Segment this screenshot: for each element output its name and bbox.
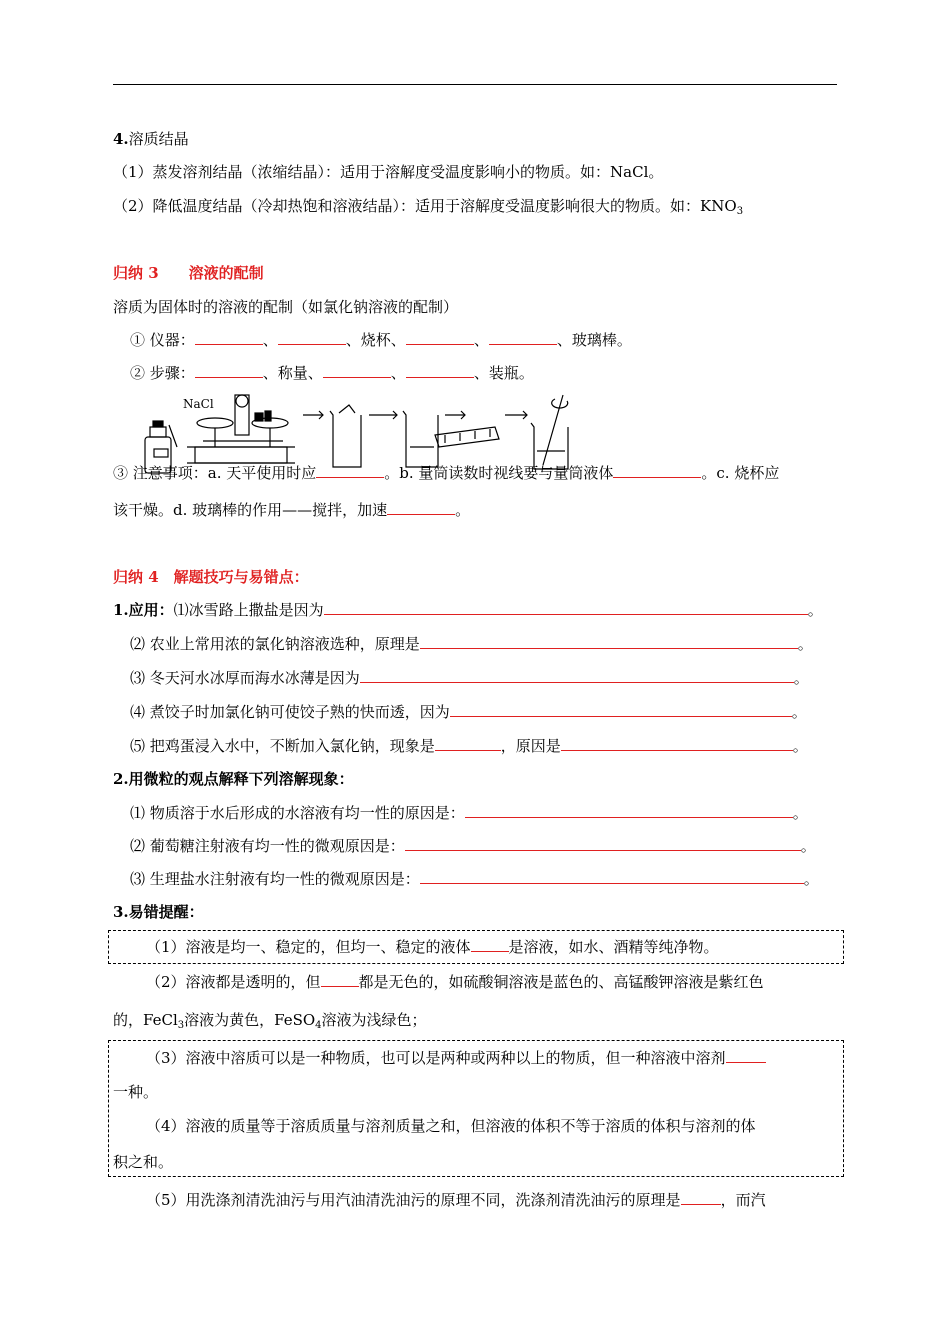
solution-preparation-illustration (135, 385, 595, 475)
instruments-blank-1[interactable] (195, 330, 263, 345)
micro-line-3 (130, 869, 819, 889)
app-title: 1.应用： (113, 601, 174, 619)
tip2-feso: 溶液为黄色，FeSO (184, 1011, 316, 1029)
notes-c: 。c. 烧杯应 (701, 464, 780, 482)
steps-sep-2: 、 (390, 364, 406, 382)
tip2-fecl: 的，FeCl (113, 1011, 178, 1029)
micro3-blank[interactable] (420, 869, 804, 884)
app-line-2 (130, 634, 813, 654)
instruments-sep-1: 、 (262, 331, 278, 349)
app5-text-a: ⑸ 把鸡蛋浸入水中，不断加入氯化钠，现象是 (130, 737, 435, 755)
app3-text: ⑶ 冬天河水冰厚而海水冰薄是因为 (130, 669, 360, 687)
notes-blank-a[interactable] (316, 463, 384, 478)
tip5-blank[interactable] (681, 1190, 721, 1205)
section4-item2 (113, 196, 743, 222)
app1-period: 。 (807, 601, 823, 619)
steps-line (130, 363, 534, 383)
section4-title-text: 溶质结晶 (128, 130, 189, 148)
tip1-text-b: 是溶液，如水、酒精等纯净物。 (508, 938, 719, 956)
instruments-sep-3: 、 (473, 331, 489, 349)
micro2-text: ⑵ 葡萄糖注射液有均一性的微观原因是： (130, 837, 405, 855)
tip2-sub-2: 4 (315, 1020, 322, 1031)
micro-line-1 (130, 803, 808, 823)
header-rule (113, 84, 837, 85)
app4-blank[interactable] (450, 702, 792, 717)
tip2-line-2 (113, 1010, 427, 1036)
tip2-text-b: 都是无色的，如硫酸铜溶液是蓝色的、高锰酸钾溶液是紫红色 (358, 973, 764, 991)
tip4-line-1: （4）溶液的质量等于溶质质量与溶剂质量之和，但溶液的体积不等于溶质的体积与溶剂的体 (146, 1117, 756, 1135)
micro3-period: 。 (803, 870, 819, 888)
graduated-cylinder-icon (435, 427, 499, 447)
notes-line-2 (113, 500, 470, 520)
micro3-text: ⑶ 生理盐水注射液有均一性的微观原因是： (130, 870, 420, 888)
steps-blank-1[interactable] (195, 363, 263, 378)
notes-line2-end: 。 (455, 501, 471, 519)
app-line-5 (130, 736, 808, 756)
beaker-icon-2 (403, 411, 438, 467)
section4-title (113, 129, 189, 149)
app2-blank[interactable] (420, 634, 798, 649)
instruments-label: ① 仪器： (130, 331, 195, 349)
micro1-period: 。 (792, 804, 808, 822)
steps-end: 、装瓶。 (473, 364, 534, 382)
app4-text: ⑷ 煮饺子时加氯化钠可使饺子熟的快而透，因为 (130, 703, 450, 721)
summary3-heading: 归纳 3 溶液的配制 (113, 264, 264, 282)
tip2-blank[interactable] (321, 972, 359, 987)
section4-number: 4. (113, 130, 129, 148)
app1-text: ⑴冰雪路上撒盐是因为 (173, 601, 324, 619)
section4-item2-text: （2）降低温度结晶（冷却热饱和溶液结晶）：适用于溶解度受温度影响很大的物质。如：KNO (113, 197, 737, 215)
notes-blank-b[interactable] (613, 463, 701, 478)
instruments-blank-4[interactable] (489, 330, 557, 345)
notes-a: ③ 注意事项：a. 天平使用时应 (113, 464, 317, 482)
instruments-line (130, 330, 632, 350)
summary4-heading: 归纳 4 解题技巧与易错点： (113, 568, 309, 586)
section4-item2-subscript: 3 (736, 206, 744, 217)
steps-sep-1: 、称量、 (262, 364, 323, 382)
app5-text-b: ，原因是 (500, 737, 561, 755)
app3-period: 。 (793, 669, 809, 687)
tip1-text-a: （1）溶液是均一、稳定的，但均一、稳定的液体 (146, 938, 471, 956)
micro2-period: 。 (800, 837, 816, 855)
tip2-line-1 (146, 972, 764, 992)
instruments-blank-3[interactable] (406, 330, 474, 345)
tip2-sub-1: 3 (177, 1020, 185, 1031)
tip1-blank[interactable] (471, 937, 509, 952)
tip3-line-2: 一种。 (113, 1083, 159, 1101)
app2-text: ⑵ 农业上常用浓的氯化钠溶液选种，原理是 (130, 635, 420, 653)
steps-blank-2[interactable] (323, 363, 391, 378)
beaker-icon-1 (330, 405, 361, 467)
app5-blank-a[interactable] (435, 736, 501, 751)
tip4-line-2: 积之和。 (113, 1153, 174, 1171)
app5-blank-b[interactable] (561, 736, 793, 751)
tip5-text-a: （5）用洗涤剂清洗油污与用汽油清洗油污的原理不同，洗涤剂清洗油污的原理是 (146, 1191, 681, 1209)
tip2-text-a: （2）溶液都是透明的，但 (146, 973, 321, 991)
micro1-text: ⑴ 物质溶于水后形成的水溶液有均一性的原因是： (130, 804, 465, 822)
notes-line-1 (113, 463, 779, 483)
tip1-line (146, 937, 719, 957)
arrow-icon-3 (445, 411, 465, 419)
app4-period: 。 (791, 703, 807, 721)
notes-blank-d[interactable] (387, 500, 455, 515)
micro1-blank[interactable] (465, 803, 793, 818)
section4-item1: （1）蒸发溶剂结晶（浓缩结晶）：适用于溶解度受温度影响小的物质。如：NaCl。 (113, 163, 664, 181)
app5-period: 。 (792, 737, 808, 755)
steps-label: ② 步骤： (130, 364, 195, 382)
app-line-3 (130, 668, 809, 688)
micro-title: 2.用微粒的观点解释下列溶解现象： (113, 770, 354, 788)
tip3-line-1 (146, 1048, 766, 1068)
app2-period: 。 (797, 635, 813, 653)
arrow-icon-1 (303, 411, 323, 419)
figure-label-nacl: NaCl (183, 397, 214, 411)
app-line-4 (130, 702, 807, 722)
tip3-text: （3）溶液中溶质可以是一种物质，也可以是两种或两种以上的物质，但一种溶液中溶剂 (146, 1049, 726, 1067)
app-line-1 (113, 600, 823, 620)
summary3-intro: 溶质为固体时的溶液的配制（如氯化钠溶液的配制） (113, 298, 459, 316)
steps-blank-3[interactable] (406, 363, 474, 378)
tip5-line (146, 1190, 766, 1210)
tip5-text-b: ，而汽 (720, 1191, 766, 1209)
balance-icon (183, 395, 295, 463)
beaker-with-rod-icon (531, 395, 568, 469)
instruments-end: 、玻璃棒。 (556, 331, 632, 349)
app1-blank[interactable] (324, 600, 808, 615)
notes-line2-text: 该干燥。d. 玻璃棒的作用——搅拌，加速 (113, 501, 388, 519)
tips-title: 3.易错提醒： (113, 903, 204, 921)
notes-b: 。b. 量筒读数时视线要与量筒液体 (384, 464, 614, 482)
micro-line-2 (130, 836, 816, 856)
tip3-blank[interactable] (726, 1048, 766, 1063)
instruments-sep-2: 、烧杯、 (345, 331, 406, 349)
tip2-end: 溶液为浅绿色； (321, 1011, 427, 1029)
arrow-icon-4 (505, 411, 527, 419)
arrow-icon-2 (369, 411, 397, 419)
app3-blank[interactable] (360, 668, 794, 683)
instruments-blank-2[interactable] (278, 330, 346, 345)
micro2-blank[interactable] (405, 836, 801, 851)
